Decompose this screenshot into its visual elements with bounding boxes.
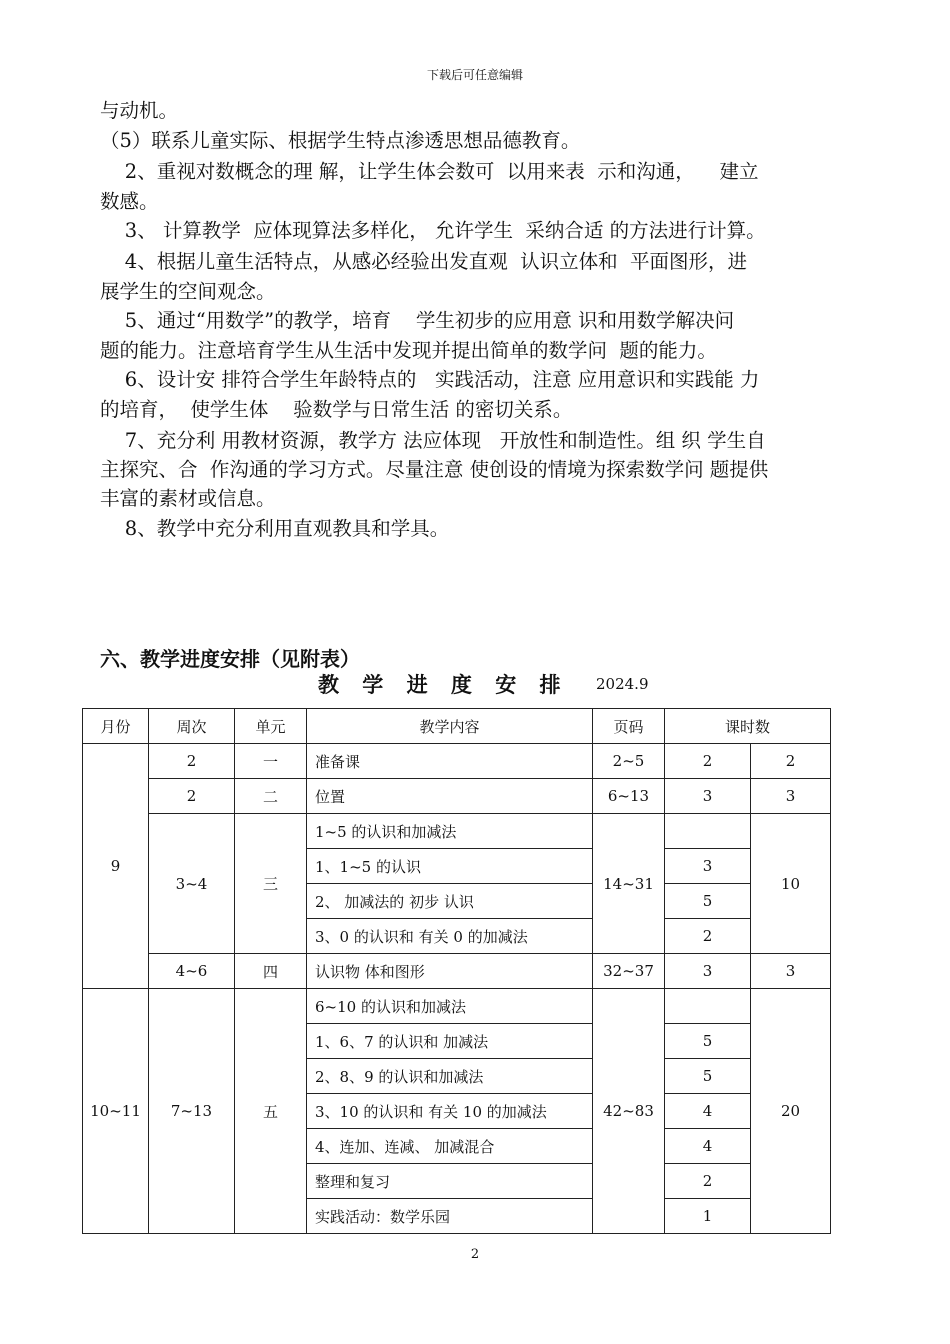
table-row <box>83 989 831 1024</box>
hours-cell: 1 <box>665 1199 751 1234</box>
content-cell: 实践活动：数学乐园 <box>307 1199 593 1234</box>
hours-cell: 3 <box>665 954 751 989</box>
total-hours-cell: 3 <box>751 954 831 989</box>
content-cell: 准备课 <box>307 744 593 779</box>
hours-cell: 2 <box>665 1164 751 1199</box>
schedule-table <box>82 708 831 1234</box>
content-cell: 1~5 的认识和加减法 <box>307 814 593 849</box>
page-number: 2 <box>470 1247 480 1262</box>
header-unit: 单元 <box>235 709 307 744</box>
content-cell: 1、1~5 的认识 <box>307 849 593 884</box>
content-cell: 位置 <box>307 779 593 814</box>
body-line: （5）联系儿童实际、根据学生特点渗透思想品德教育。 <box>100 129 581 152</box>
total-hours-cell: 2 <box>751 744 831 779</box>
content-cell: 认识物 体和图形 <box>307 954 593 989</box>
hours-cell: 3 <box>665 849 751 884</box>
unit-cell: 五 <box>235 989 307 1234</box>
body-line: 7、充分利 用教材资源，教学方 法应体现 开放性和制造性。组 织 学生自 <box>100 429 766 452</box>
page-header-note: 下载后可任意编辑 <box>426 68 523 82</box>
page-cell: 14~31 <box>593 814 665 954</box>
content-cell: 3、10 的认识和 有关 10 的加减法 <box>307 1094 593 1129</box>
week-cell: 3~4 <box>149 814 235 954</box>
week-cell: 2 <box>149 779 235 814</box>
hours-cell: 4 <box>665 1094 751 1129</box>
hours-cell: 5 <box>665 884 751 919</box>
content-cell: 1、6、7 的认识和 加减法 <box>307 1024 593 1059</box>
body-line: 的培育， 使学生体 验数学与日常生活 的密切关系。 <box>100 398 573 421</box>
table-header-row <box>83 709 831 744</box>
month-cell: 10~11 <box>83 989 149 1234</box>
content-cell: 2、 加减法的 初步 认识 <box>307 884 593 919</box>
total-hours-cell: 3 <box>751 779 831 814</box>
hours-cell: 5 <box>665 1059 751 1094</box>
unit-cell: 一 <box>235 744 307 779</box>
content-cell: 3、0 的认识和 有关 0 的加减法 <box>307 919 593 954</box>
header-hours: 课时数 <box>665 709 831 744</box>
month-cell: 9 <box>83 744 149 989</box>
body-line: 3、 计算教学 应体现算法多样化， 允许学生 采纳合适 的方法进行计算。 <box>100 219 766 242</box>
hours-cell: 5 <box>665 1024 751 1059</box>
total-hours-cell: 20 <box>751 989 831 1234</box>
body-line: 题的能力。注意培育学生从生活中发现并提出简单的数学问 题的能力。 <box>100 339 717 362</box>
body-line: 2、重视对数概念的理 解，让学生体会数可 以用来表 示和沟通， 建立 <box>100 160 759 183</box>
hours-cell <box>665 989 751 1024</box>
unit-cell: 四 <box>235 954 307 989</box>
page-cell: 6~13 <box>593 779 665 814</box>
hours-cell: 2 <box>665 744 751 779</box>
unit-cell: 二 <box>235 779 307 814</box>
content-cell: 2、8、9 的认识和加减法 <box>307 1059 593 1094</box>
header-month: 月份 <box>83 709 149 744</box>
table-date: 2024.9 <box>596 675 649 693</box>
body-line: 6、设计安 排符合学生年龄特点的 实践活动，注意 应用意识和实践能 力 <box>100 368 760 391</box>
week-cell: 2 <box>149 744 235 779</box>
table-row <box>83 814 831 849</box>
body-line: 5、通过“用数学”的教学，培育 学生初步的应用意 识和用数学解决问 <box>100 309 735 332</box>
body-line: 展学生的空间观念。 <box>100 280 276 303</box>
hours-cell: 2 <box>665 919 751 954</box>
hours-cell <box>665 814 751 849</box>
content-cell: 6~10 的认识和加减法 <box>307 989 593 1024</box>
week-cell: 7~13 <box>149 989 235 1234</box>
hours-cell: 3 <box>665 779 751 814</box>
hours-cell: 4 <box>665 1129 751 1164</box>
header-week: 周次 <box>149 709 235 744</box>
body-line: 数感。 <box>100 190 159 213</box>
header-content: 教学内容 <box>307 709 593 744</box>
body-line: 4、根据儿童生活特点，从感必经验出发直观 认识立体和 平面图形，进 <box>100 250 747 273</box>
table-title: 教 学 进 度 安 排 <box>318 673 569 697</box>
table-row <box>83 954 831 989</box>
header-page: 页码 <box>593 709 665 744</box>
content-cell: 4、连加、连减、 加减混合 <box>307 1129 593 1164</box>
page-cell: 32~37 <box>593 954 665 989</box>
table-row <box>83 779 831 814</box>
body-line: 主探究、合 作沟通的学习方式。尽量注意 使创设的情境为探索数学问 题提供 <box>100 458 769 481</box>
page-cell: 2~5 <box>593 744 665 779</box>
page-cell: 42~83 <box>593 989 665 1234</box>
body-line: 丰富的素材或信息。 <box>100 487 276 510</box>
body-line: 与动机。 <box>100 99 179 122</box>
unit-cell: 三 <box>235 814 307 954</box>
content-cell: 整理和复习 <box>307 1164 593 1199</box>
week-cell: 4~6 <box>149 954 235 989</box>
table-row <box>83 744 831 779</box>
section-heading: 六、教学进度安排（见附表） <box>100 647 360 671</box>
body-line: 8、教学中充分利用直观教具和学具。 <box>100 517 450 540</box>
total-hours-cell: 10 <box>751 814 831 954</box>
